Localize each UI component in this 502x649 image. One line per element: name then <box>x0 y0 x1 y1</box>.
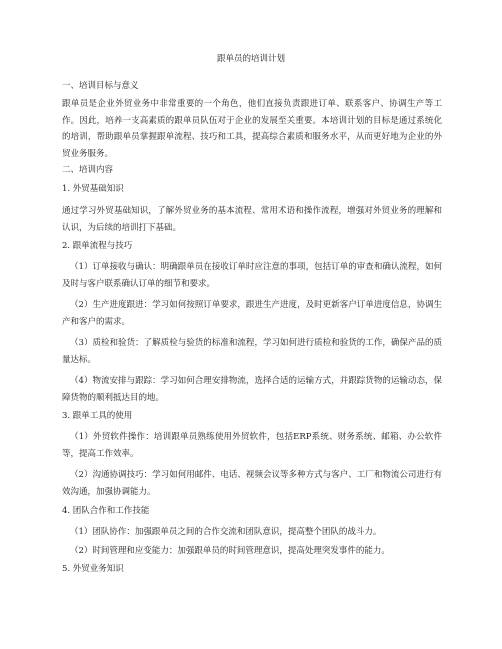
paragraph-order-confirm: （1）订单接收与确认：明确跟单员在接收订单时应注意的事项，包括订单的审查和确认流程，如何及时与客户联系确认订单的细节和要求。 <box>62 262 442 289</box>
paragraph-quality-inspection: （3）质检和验货：了解质检与验货的标准和流程，学习如何进行质检和验货的工作，确保产品的质量达标。 <box>62 338 442 365</box>
paragraph-software: （1）外贸软件操作：培训跟单员熟练使用外贸软件，包括ERP系统、财务系统、邮箱、办公软件等，提高工作效率。 <box>62 432 442 459</box>
paragraph-time-management: （2）时间管理和应变能力：加强跟单员的时间管理意识，提高处理突发事件的能力。 <box>70 546 390 556</box>
paragraph-team-collaboration: （1）团队协作：加强跟单员之间的合作交流和团队意识，提高整个团队的战斗力。 <box>70 527 382 537</box>
subsection-heading-teamwork: 4. 团队合作和工作技能 <box>62 506 150 516</box>
subsection-heading-process: 2. 跟单流程与技巧 <box>62 241 133 251</box>
paragraph-communication: （2）沟通协调技巧：学习如何用邮件、电话、视频会议等多种方式与客户、工厂和物流公司进行有效沟通，加强协调能力。 <box>62 470 442 497</box>
document-title: 跟单员的培训计划 <box>216 54 285 64</box>
subsection-heading-business-knowledge: 5. 外贸业务知识 <box>62 564 124 574</box>
subsection-heading-tools: 3. 跟单工具的使用 <box>62 411 133 421</box>
paragraph-basics: 通过学习外贸基础知识，了解外贸业务的基本流程、常用术语和操作流程，增强对外贸业务的理解和认识，为后续的培训打下基础。 <box>62 206 442 233</box>
paragraph-logistics: （4）物流安排与跟踪：学习如何合理安排物流，选择合适的运输方式，并跟踪货物的运输动态，保障货物的顺利抵达目的地。 <box>62 376 442 403</box>
paragraph-goals: 跟单员是企业外贸业务中非常重要的一个角色，他们直接负责跟进订单、联系客户、协调生产等工作。因此，培养一支高素质的跟单员队伍对于企业的发展至关重要。本培训计划的目标是通过系统化的培训，帮助跟单员掌握跟单流程、技巧和工具，提高综合素质和服务水平，从而更好地为企业的外贸业务服务。 <box>62 99 442 159</box>
subsection-heading-basics: 1. 外贸基础知识 <box>62 184 124 194</box>
section-heading-goals: 一、培训目标与意义 <box>62 81 139 91</box>
paragraph-production-followup: （2）生产进度跟进：学习如何按照订单要求，跟进生产进度，及时更新客户订单进度信息，协调生产和客户的需求。 <box>62 300 442 327</box>
section-heading-content: 二、培训内容 <box>62 165 114 175</box>
